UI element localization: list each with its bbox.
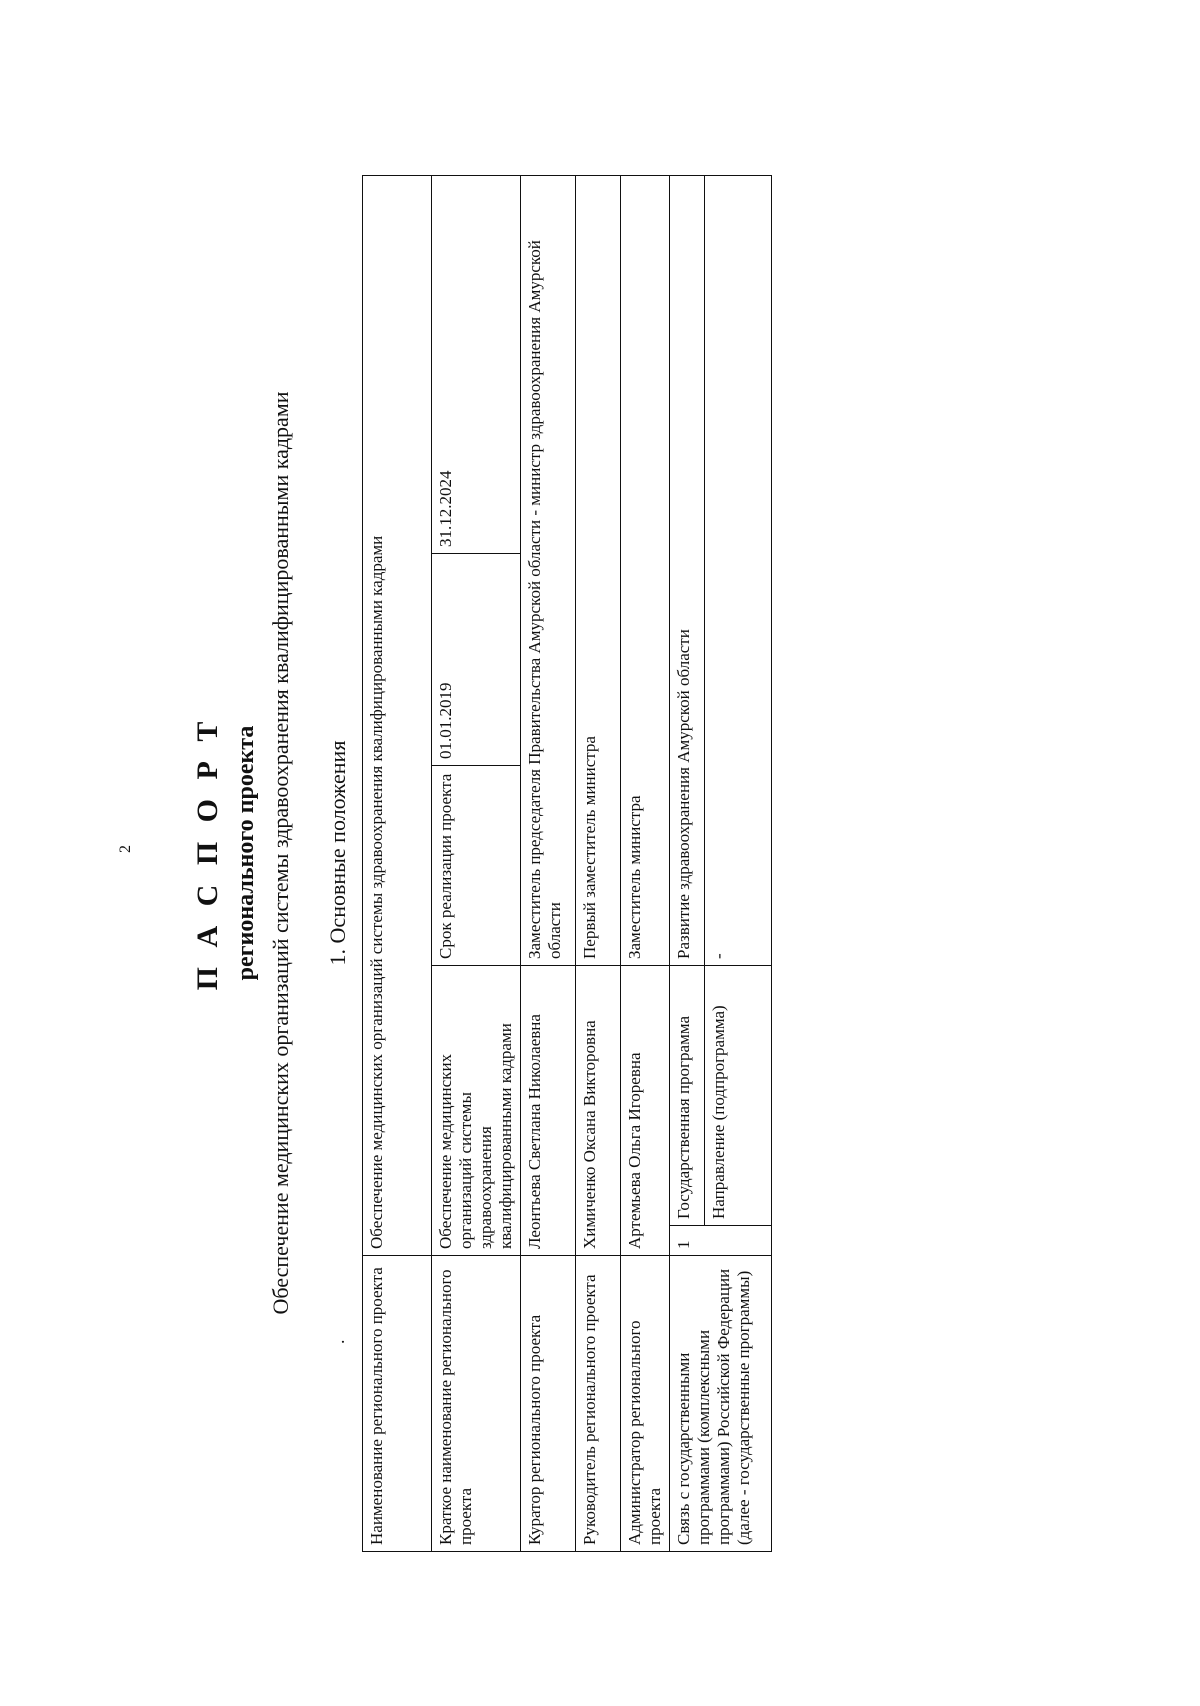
label-admin: Администратор регионального проекта bbox=[621, 1256, 670, 1552]
label-short-name: Краткое наименование регионального проекта bbox=[432, 1256, 521, 1552]
section-title: 1. Основные положения bbox=[325, 740, 350, 966]
value-head-position: Первый заместитель министра bbox=[576, 175, 621, 965]
document-title: П А С П О Р Т bbox=[191, 715, 224, 991]
value-direction: - bbox=[705, 175, 772, 965]
value-start-date: 01.01.2019 bbox=[432, 554, 521, 766]
label-direction: Направление (подпрограмма) bbox=[705, 966, 772, 1226]
table-row-program bbox=[670, 175, 705, 1551]
value-end-date: 31.12.2024 bbox=[432, 175, 521, 553]
table-row-short-name bbox=[432, 175, 521, 1551]
value-admin-person: Артемьева Ольга Игоревна bbox=[621, 966, 670, 1256]
document-subtitle: регионального проекта bbox=[233, 725, 259, 981]
value-admin-position: Заместитель министра bbox=[621, 175, 670, 965]
label-project-name: Наименование регионального проекта bbox=[363, 1256, 432, 1552]
label-curator: Куратор регионального проекта bbox=[521, 1256, 576, 1552]
label-state-program: Государственная программа bbox=[670, 966, 705, 1226]
value-project-name: Обеспечение медицинских организаций системы здравоохранения квалифицированными кадрами bbox=[363, 175, 432, 1255]
table-row-name bbox=[363, 175, 432, 1551]
stray-mark: . bbox=[328, 1339, 348, 1344]
label-program-links: Связь с государственными программами (комплексными программами) Российской Федерации (далее - государственные программы) bbox=[670, 1256, 772, 1552]
value-curator-person: Леонтьева Светлана Николаевна bbox=[521, 966, 576, 1256]
value-state-program: Развитие здравоохранения Амурской области bbox=[670, 175, 705, 965]
value-curator-position: Заместитель председателя Правительства Амурской области - министр здравоохранения Амурской области bbox=[521, 175, 576, 965]
label-period: Срок реализации проекта bbox=[432, 766, 521, 966]
page-number: 2 bbox=[117, 845, 134, 853]
value-head-person: Химиченко Оксана Викторовна bbox=[576, 966, 621, 1256]
label-head: Руководитель регионального проекта bbox=[576, 1256, 621, 1552]
value-short-name: Обеспечение медицинских организаций системы здравоохранения квалифицированными кадрами bbox=[432, 966, 521, 1256]
program-number: 1 bbox=[670, 1226, 772, 1256]
project-name: Обеспечение медицинских организаций системы здравоохранения квалифицированными кадрами bbox=[268, 391, 293, 1315]
table-row-curator bbox=[521, 175, 576, 1551]
table-row-head bbox=[576, 175, 621, 1551]
table-row-admin bbox=[621, 175, 670, 1551]
passport-table bbox=[362, 175, 772, 1552]
